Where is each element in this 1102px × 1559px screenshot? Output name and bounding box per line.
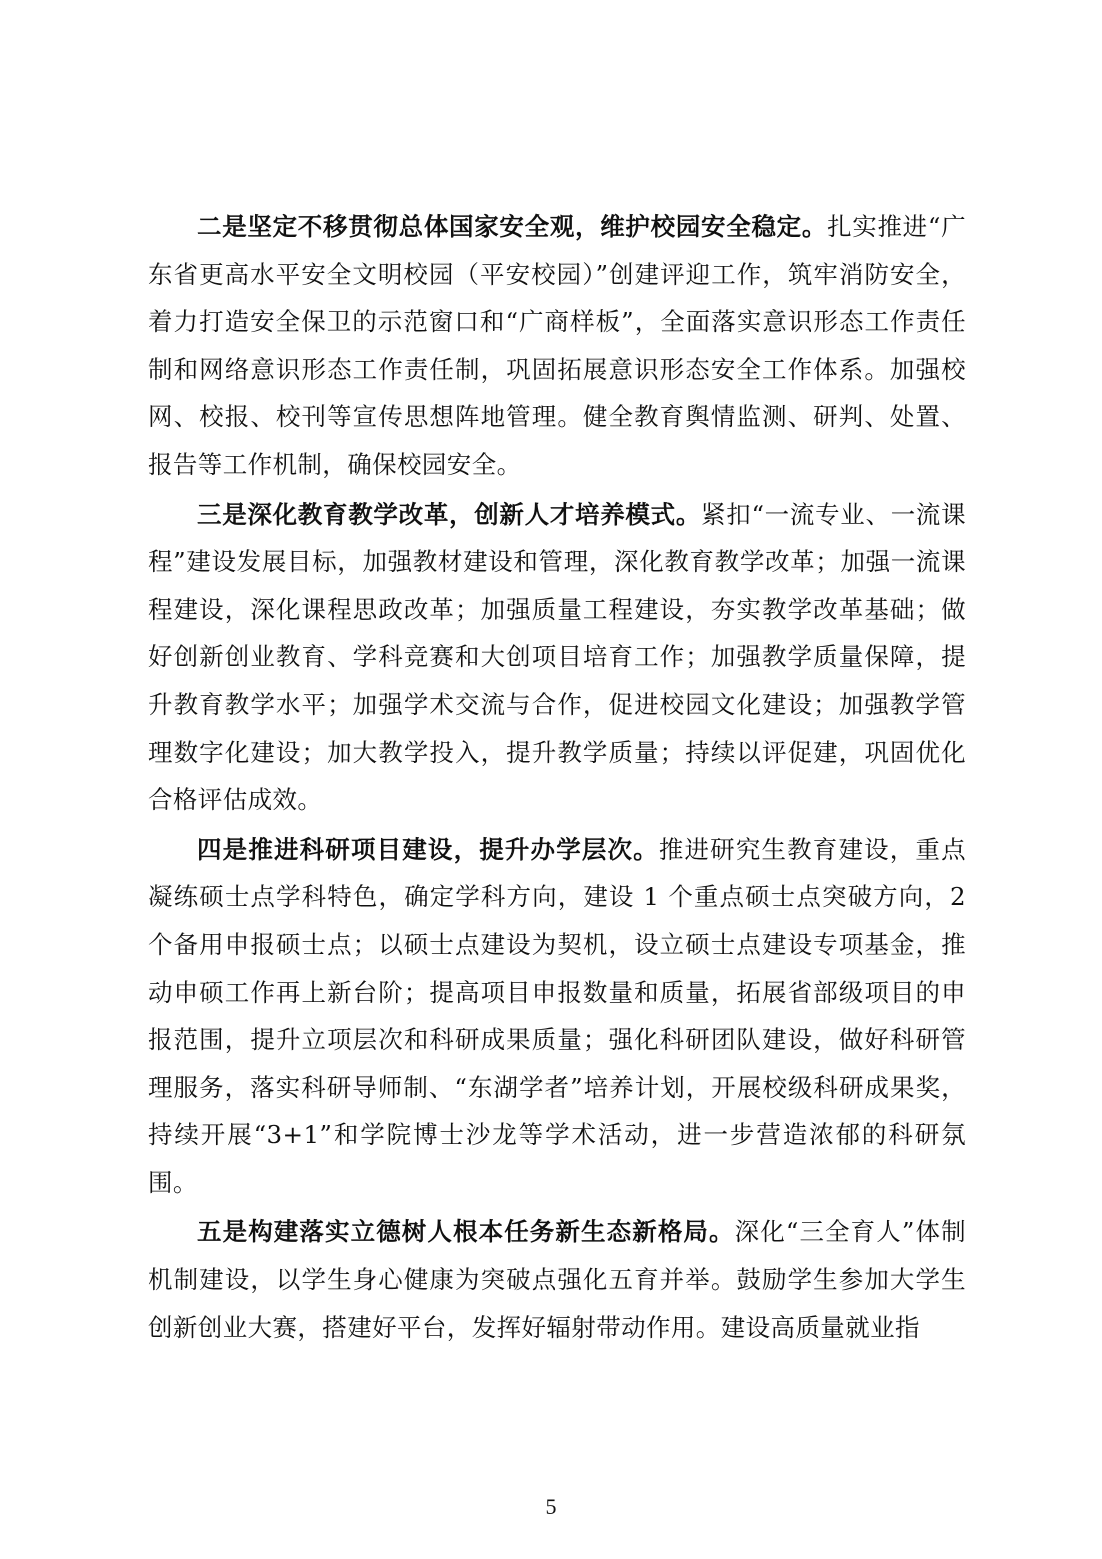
paragraph-lead: 四是推进科研项目建设，提升办学层次。 xyxy=(197,834,659,864)
paragraph-research xyxy=(148,826,966,1207)
paragraph-text: 推进研究生教育建设，重点凝练硕士点学科特色，确定学科方向，建设 1 个重点硕士点突破方向，2 个备用申报硕士点；以硕士点建设为契机，设立硕士点建设专项基金，推动申硕工作再上新台阶；提高项目申报数量和质量，拓展省部级项目的申报范围，提升立项层次和科研成果质量；强化科研团队建设，做好科研管理服务，落实科研导师制、“东湖学者”培养计划，开展校级科研成果奖，持续开展“3+1”和学院博士沙龙等学术活动，进一步营造浓郁的科研氛围。 xyxy=(148,834,966,1197)
paragraph-lead: 二是坚定不移贯彻总体国家安全观，维护校园安全稳定。 xyxy=(197,212,828,241)
paragraph-education-reform xyxy=(148,491,966,824)
paragraph-lead: 三是深化教育教学改革，创新人才培养模式。 xyxy=(197,499,702,529)
paragraph-text: 扎实推进“广东省更高水平安全文明校园（平安校园）”创建评迎工作，筑牢消防安全，着力打造安全保卫的示范窗口和“广商样板”，全面落实意识形态工作责任制和网络意识形态工作责任制，巩固拓展意识形态安全工作体系。加强校网、校报、校刊等宣传思想阵地管理。健全教育舆情监测、研判、处置、报告等工作机制，确保校园安全。 xyxy=(148,212,966,479)
page-number: 5 xyxy=(545,1494,557,1519)
document-body xyxy=(148,203,966,1353)
paragraph-text: 深化“三全育人”体制机制建设，以学生身心健康为突破点强化五育并举。鼓励学生参加大学生创新创业大赛，搭建好平台，发挥好辐射带动作用。建设高质量就业指 xyxy=(148,1217,966,1342)
paragraph-security xyxy=(148,203,966,489)
paragraph-lead: 五是构建落实立德树人根本任务新生态新格局。 xyxy=(197,1217,735,1247)
paragraph-moral-education xyxy=(148,1208,966,1351)
paragraph-text: 紧扣“一流专业、一流课程”建设发展目标，加强教材建设和管理，深化教育教学改革；加强一流课程建设，深化课程思政改革；加强质量工程建设，夯实教学改革基础；做好创新创业教育、学科竞赛和大创项目培育工作；加强教学质量保障，提升教育教学水平；加强学术交流与合作，促进校园文化建设；加强教学管理数字化建设；加大教学投入，提升教学质量；持续以评促建，巩固优化合格评估成效。 xyxy=(148,499,966,815)
